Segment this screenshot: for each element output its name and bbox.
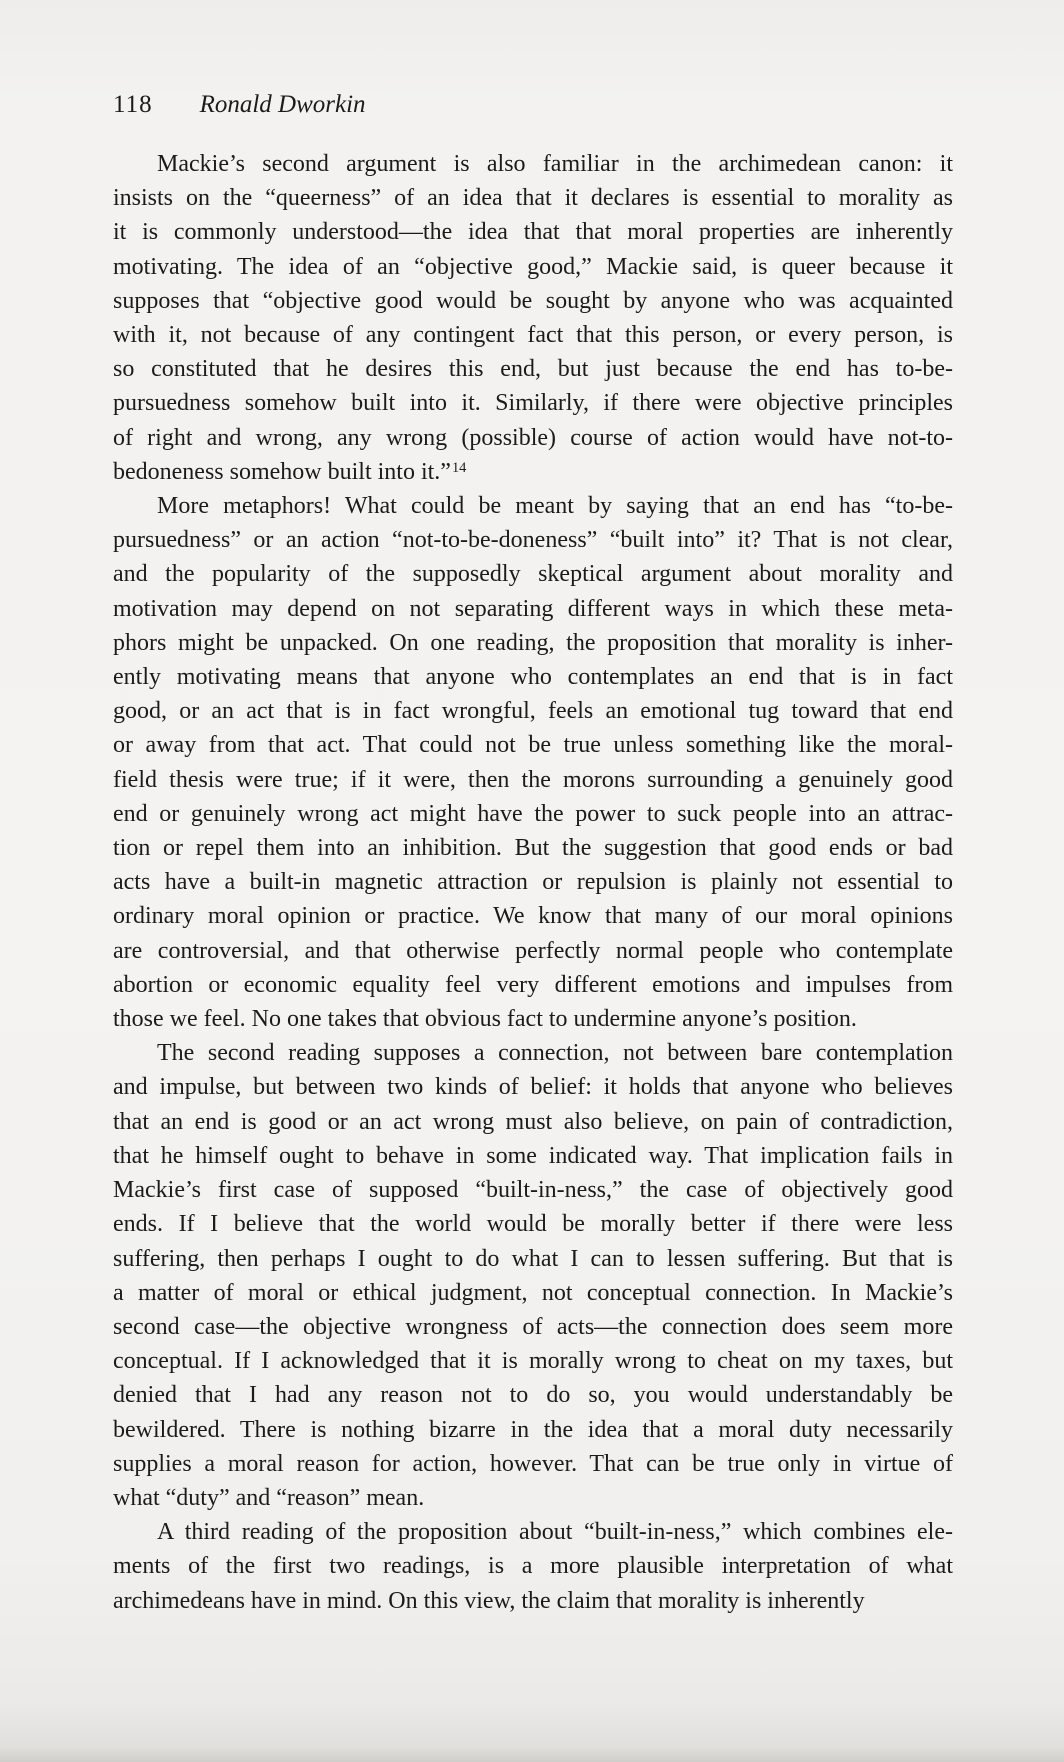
text-line-content: and the popularity of the supposedly skeptical argument about morality and [113, 561, 953, 588]
text-line-content: so constituted that he desires this end, but just because the end has to-be- [113, 356, 953, 383]
text-line-content: denied that I had any reason not to do so, you would understandably be [113, 1382, 953, 1409]
paragraph [113, 489, 953, 1036]
text-line [113, 455, 953, 489]
text-block [113, 90, 953, 1618]
text-line [113, 1070, 953, 1104]
text-line-content: motivation may depend on not separating different ways in which these meta- [113, 595, 953, 622]
text-line-content: those we feel. No one takes that obvious fact to undermine anyone’s position. [113, 1006, 857, 1033]
page-header [113, 90, 953, 120]
text-line [113, 1139, 953, 1173]
footnote-ref: 14 [451, 460, 467, 477]
text-line [113, 557, 953, 591]
text-line [113, 489, 953, 523]
text-line-content: field thesis were true; if it were, then the morons surrounding a genuinely good [113, 766, 953, 793]
text-line-content: archimedeans have in mind. On this view, the claim that morality is inherently [113, 1587, 865, 1614]
text-line-content: second case—the objective wrongness of acts—the connection does seem more [113, 1313, 953, 1340]
text-line-content: end or genuinely wrong act might have the power to suck people into an attrac- [113, 800, 953, 827]
text-line-content: that an end is good or an act wrong must also believe, on pain of contradiction, [113, 1108, 953, 1135]
text-line [113, 899, 953, 933]
text-line [113, 728, 953, 762]
text-line-content: bedoneness somehow built into it.” [113, 458, 451, 485]
text-line-content: of right and wrong, any wrong (possible) course of action would have not-to- [113, 424, 953, 451]
text-line-content: ments of the first two readings, is a more plausible interpretation of what [113, 1553, 953, 1580]
text-line [113, 592, 953, 626]
text-line-content: phors might be unpacked. On one reading, the proposition that morality is inher- [113, 629, 953, 656]
text-line-content: ordinary moral opinion or practice. We know that many of our moral opinions [113, 903, 953, 930]
paragraph [113, 147, 953, 489]
paragraph [113, 1036, 953, 1515]
text-line [113, 250, 953, 284]
text-line [113, 352, 953, 386]
text-line-content: or away from that act. That could not be true unless something like the moral- [113, 732, 953, 759]
text-line-content: supposes that “objective good would be sought by anyone who was acquainted [113, 287, 953, 314]
text-line [113, 215, 953, 249]
text-line [113, 1413, 953, 1447]
text-line-content: bewildered. There is nothing bizarre in the idea that a moral duty necessarily [113, 1416, 953, 1443]
text-line-content: it is commonly understood—the idea that that moral properties are inherently [113, 219, 953, 246]
text-line [113, 694, 953, 728]
running-head: Ronald Dworkin [199, 91, 366, 118]
text-line-content: suffering, then perhaps I ought to do what I can to lessen suffering. But that is [113, 1245, 953, 1272]
text-line-content: that he himself ought to behave in some indicated way. That implication fails in [113, 1142, 953, 1169]
text-line [113, 1207, 953, 1241]
text-line-content: motivating. The idea of an “objective good,” Mackie said, is queer because it [113, 253, 953, 280]
text-line-content: and impulse, but between two kinds of belief: it holds that anyone who believes [113, 1074, 953, 1101]
text-line-content: good, or an act that is in fact wrongful, feels an emotional tug toward that end [113, 698, 953, 725]
text-line-content: The second reading supposes a connection, not between bare contemplation [157, 1040, 953, 1067]
text-line [113, 865, 953, 899]
text-line-content: insists on the “queerness” of an idea that it declares is essential to morality as [113, 185, 953, 212]
text-line [113, 181, 953, 215]
text-line [113, 934, 953, 968]
text-line [113, 626, 953, 660]
text-line [113, 318, 953, 352]
text-line [113, 1481, 953, 1515]
text-line-content: pursuedness” or an action “not-to-be-doneness” “built into” it? That is not clear, [113, 527, 953, 554]
text-line [113, 523, 953, 557]
text-line-content: ends. If I believe that the world would be morally better if there were less [113, 1211, 953, 1238]
text-line [113, 1344, 953, 1378]
text-line [113, 831, 953, 865]
text-line [113, 284, 953, 318]
page-number: 118 [113, 91, 153, 118]
text-line [113, 797, 953, 831]
text-line-content: tion or repel them into an inhibition. But the suggestion that good ends or bad [113, 835, 953, 862]
body-text [113, 147, 953, 1618]
text-line [113, 660, 953, 694]
text-line-content: what “duty” and “reason” mean. [113, 1484, 425, 1511]
text-line-content: ently motivating means that anyone who contemplates an end that is in fact [113, 664, 953, 691]
text-line [113, 1173, 953, 1207]
text-line [113, 1002, 953, 1036]
text-line-content: Mackie’s first case of supposed “built-in-ness,” the case of objectively good [113, 1177, 953, 1204]
text-line-content: a matter of moral or ethical judgment, not conceptual connection. In Mackie’s [113, 1279, 953, 1306]
text-line [113, 1584, 953, 1618]
text-line [113, 1378, 953, 1412]
text-line-content: are controversial, and that otherwise perfectly normal people who contemplate [113, 937, 953, 964]
text-line-content: conceptual. If I acknowledged that it is morally wrong to cheat on my taxes, but [113, 1348, 953, 1375]
text-line [113, 1036, 953, 1070]
text-line [113, 968, 953, 1002]
text-line-content: acts have a built-in magnetic attraction or repulsion is plainly not essential to [113, 869, 953, 896]
text-line [113, 1276, 953, 1310]
text-line [113, 1549, 953, 1583]
text-line-content: More metaphors! What could be meant by saying that an end has “to-be- [157, 493, 953, 520]
text-line-content: pursuedness somehow built into it. Similarly, if there were objective principles [113, 390, 953, 417]
text-line [113, 1105, 953, 1139]
text-line [113, 1242, 953, 1276]
text-line [113, 1310, 953, 1344]
text-line [113, 386, 953, 420]
text-line-content: with it, not because of any contingent fact that this person, or every person, is [113, 322, 953, 349]
paragraph [113, 1515, 953, 1618]
text-line-content: Mackie’s second argument is also familiar in the archimedean canon: it [157, 151, 953, 177]
text-line [113, 147, 953, 181]
text-line [113, 763, 953, 797]
text-line [113, 421, 953, 455]
text-line [113, 1515, 953, 1549]
text-line-content: supplies a moral reason for action, however. That can be true only in virtue of [113, 1450, 953, 1477]
text-line-content: A third reading of the proposition about “built-in-ness,” which combines ele- [157, 1519, 953, 1546]
text-line-content: abortion or economic equality feel very different emotions and impulses from [113, 971, 953, 998]
text-line [113, 1447, 953, 1481]
